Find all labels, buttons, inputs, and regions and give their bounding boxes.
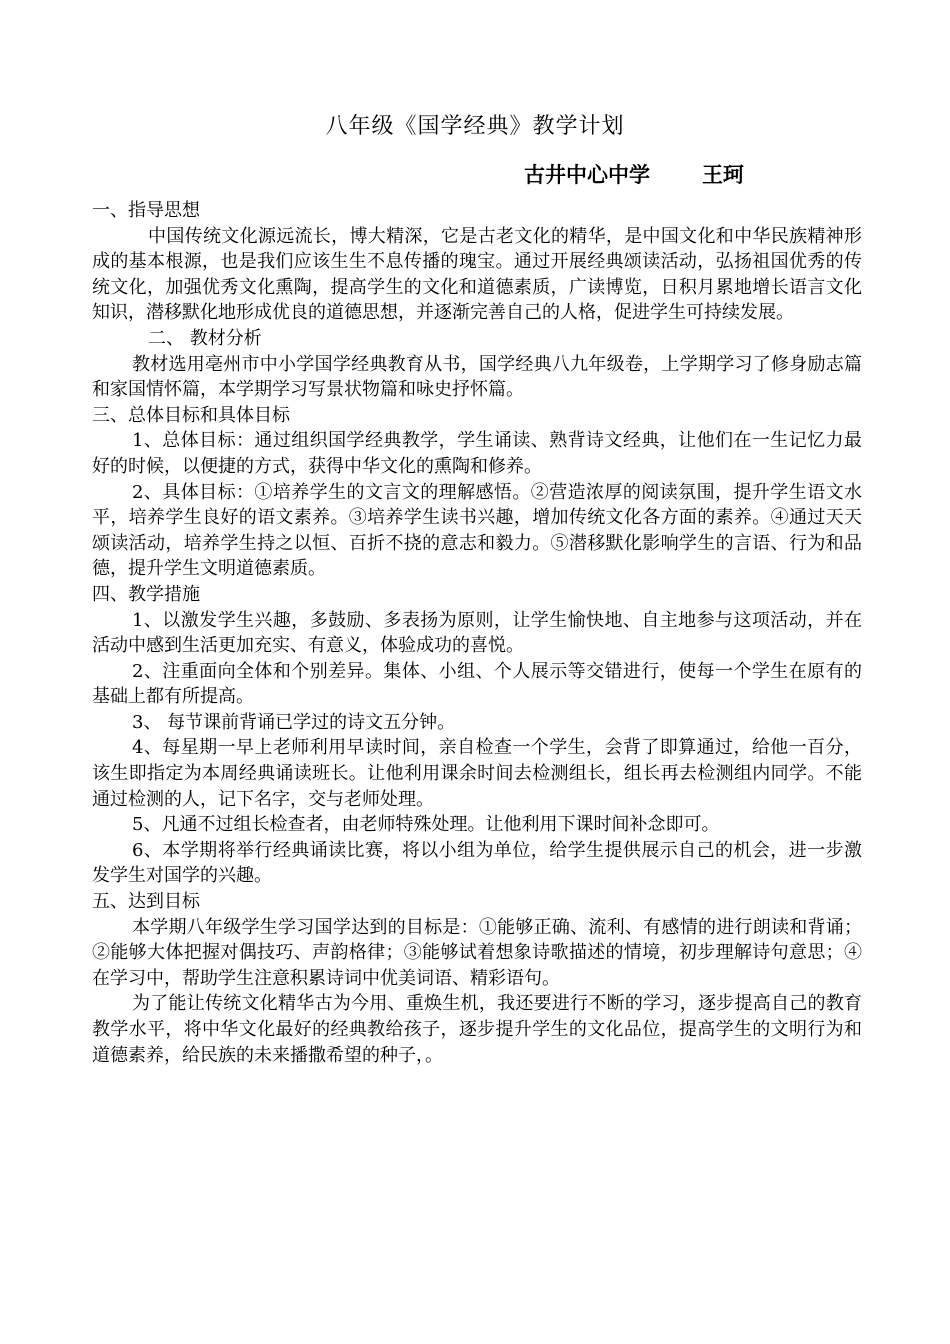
document-title: 八年级《国学经典》教学计划 bbox=[325, 114, 625, 139]
paragraph: 4、每星期一早上老师利用早读时间，亲自检查一个学生，会背了即算通过，给他一百分，该生即指定为本周经典诵读班长。让他利用课余时间去检测组长，组长再去检测组内同学。不能通过检测的人，记下名字，交与老师处理。 bbox=[92, 737, 862, 810]
section-heading-guiding-ideology: 一、指导思想 bbox=[92, 200, 200, 221]
author-name: 王珂 bbox=[702, 163, 744, 187]
section-heading-textbook-analysis: 二、 教材分析 bbox=[148, 327, 262, 349]
paragraph: 1、以激发学生兴趣，多鼓励、多表扬为原则，让学生愉快地、自主地参与这项活动，并在活动中感到生活更加充实、有意义，体验成功的喜悦。 bbox=[92, 609, 862, 657]
paragraph: 2、具体目标：①培养学生的文言文的理解感悟。②营造浓厚的阅读氛围，提升学生语文水平，培养学生良好的语文素养。③培养学生读书兴趣，增加传统文化各方面的素养。④通过天天颂读活动，培养学生持之以恒、百折不挠的意志和毅力。⑤潜移默化影响学生的言语、行为和品德，提升学生文明道德素质。 bbox=[92, 481, 862, 580]
author-line bbox=[524, 160, 744, 190]
document-body bbox=[92, 198, 862, 1068]
paragraph: 3、 每节课前背诵已学过的诗文五分钟。 bbox=[132, 711, 456, 733]
school-name: 古井中心中学 bbox=[524, 163, 650, 187]
section-heading-goals: 三、总体目标和具体目标 bbox=[92, 404, 290, 426]
paragraph: 为了能让传统文化精华古为今用、重焕生机，我还要进行不断的学习，逐步提高自己的教育教学水平，将中华文化最好的经典教给孩子，逐步提升学生的文化品位，提高学生的文明行为和道德素养，给民族的未来播撒希望的种子，。 bbox=[92, 993, 862, 1066]
paragraph: 2、注重面向全体和个别差异。集体、小组、个人展示等交错进行，使每一个学生在原有的基础上都有所提高。 bbox=[92, 660, 862, 708]
section-heading-targets: 五、达到目标 bbox=[92, 891, 200, 913]
paragraph: 教材选用亳州市中小学国学经典教育从书，国学经典八九年级卷，上学期学习了修身励志篇和家国情怀篇，本学期学习写景状物篇和咏史抒怀篇。 bbox=[92, 353, 862, 401]
paragraph: 5、凡通不过组长检查者，由老师特殊处理。让他利用下课时间补念即可。 bbox=[132, 814, 720, 836]
paragraph: 中国传统文化源远流长，博大精深，它是古老文化的精华，是中国文化和中华民族精神形成的基本根源，也是我们应该生生不息传播的瑰宝。通过开展经典颂读活动，弘扬祖国优秀的传统文化，加强优秀文化熏陶，提高学生的文化和道德素质，广读博览，日积月累地增长语言文化知识，潜移默化地形成优良的道德思想，并逐渐完善自己的人格，促进学生可持续发展。 bbox=[92, 225, 862, 324]
paragraph: 6、本学期将举行经典诵读比赛，将以小组为单位，给学生提供展示自己的机会，进一步激发学生对国学的兴趣。 bbox=[92, 839, 862, 887]
section-heading-measures: 四、教学措施 bbox=[92, 583, 200, 605]
paragraph: 本学期八年级学生学习国学达到的目标是：①能够正确、流利、有感情的进行朗读和背诵；②能够大体把握对偶技巧、声韵格律；③能够试着想象诗歌描述的情境，初步理解诗句意思；④在学习中，帮助学生注意积累诗词中优美词语、精彩语句。 bbox=[92, 916, 862, 989]
paragraph: 1、总体目标：通过组织国学经典教学，学生诵读、熟背诗文经典，让他们在一生记忆力最好的时候，以便捷的方式，获得中华文化的熏陶和修养。 bbox=[92, 430, 862, 477]
